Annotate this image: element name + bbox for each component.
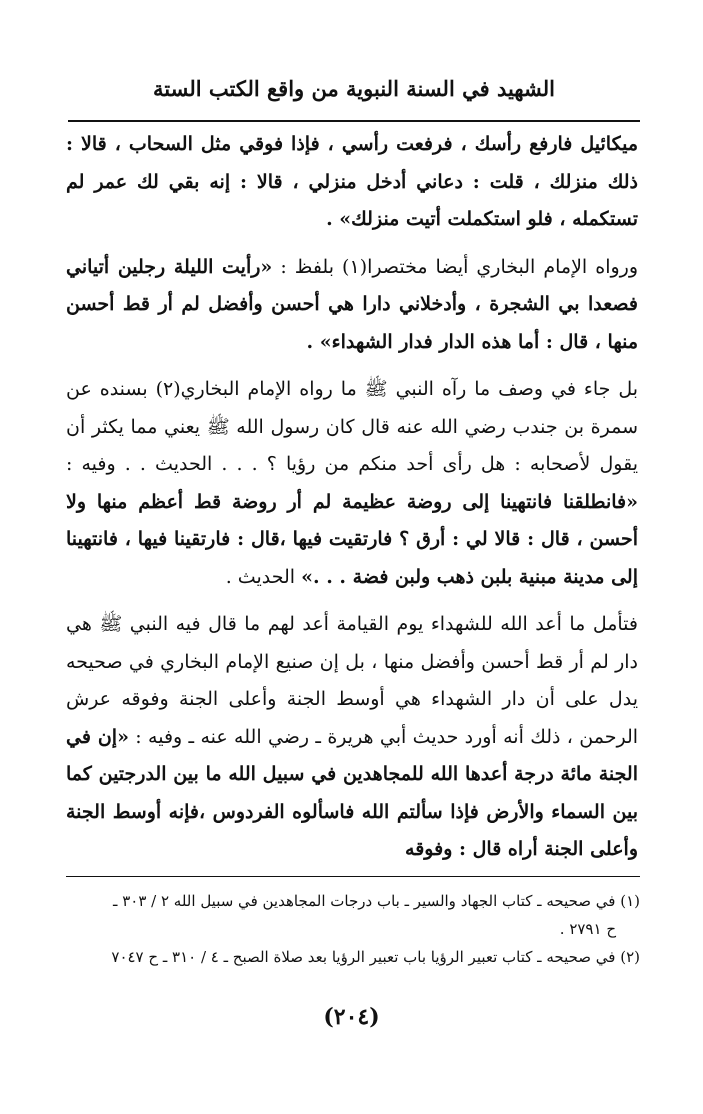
header-title: الشهيد في السنة النبوية من واقع الكتب الستة xyxy=(153,76,555,101)
paragraph-4 xyxy=(66,606,638,869)
paragraph-2-lead: ورواه الإمام البخاري أيضا مختصرا(١) بلفظ : xyxy=(272,255,638,278)
paragraph-2 xyxy=(66,249,638,362)
paragraph-2-quote: «رأيت الليلة رجلين أتياني فصعدا بي الشجرة ، وأدخلاني دارا هي أحسن وأفضل لم أر قط أحسن منها ، قال : أما هذه الدار فدار الشهداء» . xyxy=(66,255,638,353)
paragraph-1 xyxy=(66,126,638,239)
paragraph-4-lead: فتأمل ما أعد الله للشهداء يوم القيامة أعد لهم ما قال فيه النبي ﷺ هي دار لم أر قط أحسن وأفضل منها ، بل إن صنيع الإمام البخاري في صحيحه يدل على أن دار الشهداء هي أوسط الجنة وأعلى الجنة وفوقه عرش الرحمن ، ذلك أنه أورد حديث أبي هريرة ـ رضي الله عنه ـ وفيه : xyxy=(66,613,639,748)
footnotes xyxy=(66,876,640,971)
paragraph-3-quote: «فانطلقنا فانتهينا إلى روضة عظيمة لم أر روضة قط أعظم منها ولا أحسن ، قال : قالا لي : أرق ؟ فارتقيت فيها ،قال : فارتقينا فيها ، فانتهينا إلى مدينة مبنية بلبن ذهب ولبن فضة . . .» xyxy=(66,490,638,588)
paragraph-3 xyxy=(66,371,638,596)
paragraph-3-tail: الحديث . xyxy=(225,565,302,588)
running-header xyxy=(68,68,640,122)
paragraph-4-quote: «إن في الجنة مائة درجة أعدها الله للمجاهدين في سبيل الله ما بين الدرجتين كما بين السماء والأرض فإذا سألتم الله فاسألوه الفردوس ،فإنه أوسط الجنة وأعلى الجنة أراه قال : وفوقه xyxy=(66,725,638,860)
main-text xyxy=(66,126,638,869)
footnote-2: (٢) في صحيحه ـ كتاب تعبير الرؤيا باب تعبير الرؤيا بعد صلاة الصبح ـ ٤ / ٣١٠ ـ ح ٧٠٤٧ xyxy=(111,948,640,966)
paragraph-3-lead: بل جاء في وصف ما رآه النبي ﷺ ما رواه الإمام البخاري(٢) بسنده عن سمرة بن جندب رضي الله عنه قال كان رسول الله ﷺ يعني مما يكثر أن يقول لأصحابه : هل رأى أحد منكم من رؤيا ؟ . . . الحديث . . وفيه : xyxy=(66,378,638,475)
footnote-1: (١) في صحيحه ـ كتاب الجهاد والسير ـ باب درجات المجاهدين في سبيل الله ٢ / ٣٠٣ ـ xyxy=(113,892,640,910)
footnote-1-continuation: ح ٢٧٩١ . xyxy=(559,920,616,938)
page-number: (٢٠٤) xyxy=(323,1004,380,1030)
paragraph-1-quote: ميكائيل فارفع رأسك ، فرفعت رأسي ، فإذا فوقي مثل السحاب ، قالا : ذلك منزلك ، قلت : دعاني أدخل منزلي ، قالا : إنه بقي لك عمر لم تستكمله ، فلو استكملت أتيت منزلك» . xyxy=(66,133,638,230)
